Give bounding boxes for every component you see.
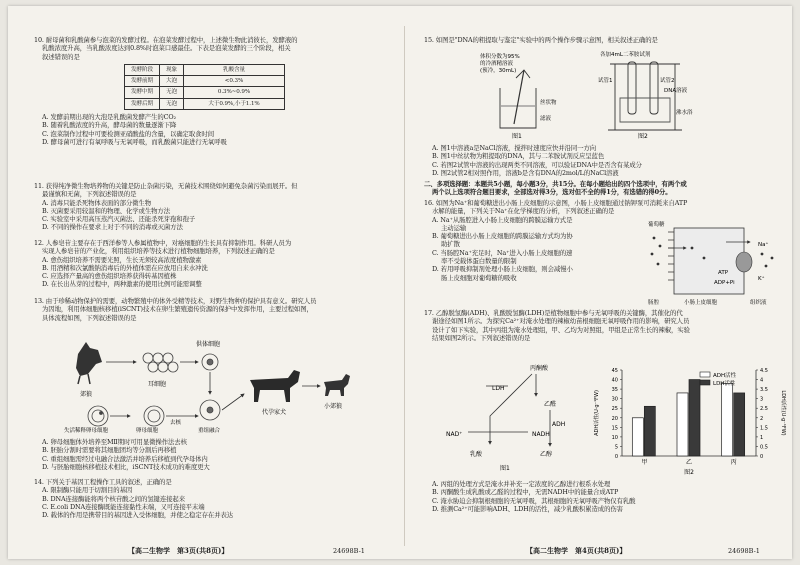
x-tick-label: 丙 <box>730 459 737 466</box>
label-fusion: 重组融合 <box>198 428 221 434</box>
fig1-caption: 图1 <box>512 133 522 140</box>
table-row <box>125 87 285 98</box>
label-ear-cells: 耳细胞 <box>148 381 167 388</box>
option-a: A. 消毒只能杀死物体表面的部分微生物 <box>42 198 152 207</box>
bar-adh <box>677 393 688 456</box>
option-c: C. 淹水胁迫会抑制根细胞的无氧呼吸，其根细胞的无氧呼吸产物仅有乳酸 <box>432 496 636 505</box>
option-c-cont: 率不受载体蛋白数量的限制 <box>441 257 517 266</box>
y-tick-label: 40 <box>611 377 618 384</box>
stem-line: 乳酸浓度升高，当乳酸浓度达到0.8%时泡菜口感最佳。下表是泡菜发酵的三个阶段，相关 <box>42 44 291 53</box>
iscnt-figure <box>58 324 358 434</box>
option-b: B. 灭菌要采用较温和的物理、化学或生物方法 <box>42 206 170 215</box>
node-ethanol: 乙醇 <box>540 451 553 458</box>
option-b: B. 丙酮酸生成乳酸或乙醛的过程中，无需NADH中的能量合成ATP <box>432 488 619 497</box>
table-cell: 0.3%~0.9% <box>183 87 284 98</box>
option-d: D. 推测Ca²⁺可能影响ADH、LDH的活性，减少乳酸积累造成的伤害 <box>432 504 623 513</box>
question-15 <box>424 36 658 44</box>
y2-tick-label: 4 <box>760 377 764 384</box>
fig2-label: DNA溶液 <box>664 88 688 94</box>
ear-cells-icon <box>143 353 178 372</box>
y-tick-label: 15 <box>611 425 618 432</box>
fermentation-table <box>124 64 285 110</box>
node-lactate: 乳酸 <box>470 451 483 458</box>
y2-tick-label: 1 <box>760 434 764 441</box>
table-cell: 大泡 <box>159 76 183 87</box>
y-tick-label: 25 <box>611 406 618 413</box>
label-surrogate: 代孕家犬 <box>262 409 287 416</box>
question-12 <box>34 239 291 289</box>
page-4 <box>410 6 792 559</box>
x-tick-label: 甲 <box>641 459 648 466</box>
stem-line: 14. 下列关于基因工程操作工具的叙述，正确的是 <box>34 478 172 486</box>
fig2-caption: 图2 <box>684 469 694 476</box>
option-a: A. 丙组的处理方式是淹水并补充一定浓度的乙醇进行根系水处理 <box>432 480 611 488</box>
option-d: D. 不同的操作在要求上对于不同的消毒或灭菌方法 <box>42 223 183 232</box>
section-line: 二、多项选择题：本题共5小题，每小题3分，共15分。在每小题给出的四个选项中，有两个或 <box>424 180 687 188</box>
stem-line: 谢途径如图1所示。为探究Ca²⁺对淹水处理的辣椒幼苗根细胞无氧呼吸作用的影响，研究人员 <box>432 317 690 326</box>
option-b: B. 图1中丝状物为粗提取的DNA，其与二苯胺试剂反应呈蓝色 <box>432 152 605 161</box>
fig1-label: (预冷，30mL) <box>480 68 517 74</box>
reconstructed-cell-icon <box>200 400 220 420</box>
y2-tick-label: 0.5 <box>760 444 768 451</box>
option-c: C. 若图2试管中溶液的出现两类不同溶液，可以验证DNA中是否含有某成分 <box>432 160 642 169</box>
section-line: 两个以上选项符合题目要求，全部选对得3分，选对但不全的得1分，有选错的得0分。 <box>432 188 672 197</box>
question-11 <box>34 182 297 232</box>
page-footer: 【高二生物学 第4页(共8页)】 <box>526 546 627 555</box>
question-13-options <box>34 438 210 471</box>
y2-tick-label: 4.5 <box>760 368 768 374</box>
label-pup: 小郊狼 <box>324 403 343 410</box>
enzyme-ldh: LDH <box>492 385 505 392</box>
y2-axis-label: LDH活性(U·g⁻¹FW) <box>780 390 786 436</box>
sodium-pump <box>736 252 752 272</box>
y-tick-label: 20 <box>611 415 618 422</box>
label-k: K⁺ <box>758 276 765 282</box>
label-glucose: 葡萄糖 <box>648 222 665 228</box>
beaker-icon <box>500 70 536 128</box>
page-divider <box>404 26 405 546</box>
stem-line: 具体流程如图，下列叙述错误的是 <box>42 313 137 322</box>
option-b: B. DNA连接酶能将两个核苷酸之间的氢键连接起来 <box>42 494 186 503</box>
label-donor-cell: 供体细胞 <box>196 341 221 348</box>
option-d: D. 酵母菌可进行有氧呼吸与无氧呼吸，而乳酸菌只能进行无氧呼吸 <box>42 137 227 146</box>
stem-line: 17. 乙醇脱氢酶(ADH)、乳酸脱氢酶(LDH)是植物细胞中参与无氧呼吸的关键酶，其催化的代 <box>424 309 683 317</box>
fig2-label: 试管2 <box>660 78 675 84</box>
option-a: A. 图1中溶液a是NaCl溶液，搅拌时速度应快并沿同一方向 <box>432 144 597 152</box>
coyote-icon <box>76 342 102 384</box>
fig2-label: 沸水浴 <box>676 110 693 116</box>
table-row <box>125 76 285 87</box>
option-d: D. 与胚胎细胞核移植技术相比，iSCNT技术成功的难度更大 <box>42 462 210 471</box>
fig1-caption: 图1 <box>500 465 510 472</box>
y-tick-label: 10 <box>611 434 618 441</box>
option-d: D. 在长出丛芽的过程中，两种激素的使用比例可能需调整 <box>42 280 202 289</box>
label-lumen: 肠腔 <box>648 300 660 306</box>
question-15-options <box>424 144 642 177</box>
stem-line: 结果如图2所示。下列叙述错误的是 <box>432 333 531 342</box>
enzyme-adh: ADH <box>552 421 566 428</box>
fig1-label: 丝状物 <box>540 100 557 106</box>
question-17 <box>424 309 690 342</box>
label-coyote: 郊狼 <box>80 391 93 398</box>
y-tick-label: 0 <box>614 454 618 460</box>
legend-label: ADH活性 <box>713 373 737 379</box>
stem-line: 10. 耐母菌和乳酸菌参与泡菜的发酵过程。在泡菜发酵过程中，上述微生物此消彼长，发酵液的 <box>34 36 298 44</box>
intestinal-cell-diagram <box>646 218 786 310</box>
table-cell: <0.3% <box>183 76 284 87</box>
label-oocyte: 卵母细胞 <box>136 428 159 434</box>
option-b: B. 葡萄糖进出小肠上皮细胞的跨膜运输方式均为协 <box>432 232 573 241</box>
surrogate-dog-icon <box>250 370 300 402</box>
bar-adh <box>632 418 643 456</box>
table-cell: 发酵前期 <box>125 76 160 87</box>
exam-sheet <box>8 6 792 559</box>
paper-code: 24698B-1 <box>333 547 365 555</box>
metabolic-pathway-figure <box>440 356 580 472</box>
microvilli <box>668 232 674 280</box>
option-d: D. 若用呼吸抑制剂处理小肠上皮细胞，则会减慢小 <box>432 265 573 274</box>
fig2-label: 试管1 <box>598 78 613 84</box>
table-header: 发酵阶段 <box>125 64 160 75</box>
node-acetaldehyde: 乙醛 <box>544 401 557 408</box>
option-c: C. 重组细胞需经过电融合法激活并培养后移植到代孕母体内 <box>42 454 208 463</box>
option-b: B. 用酒精和次氯酸钠消毒后的外植体需在应放用自来水冲洗 <box>42 263 208 272</box>
dna-extraction-figure <box>480 48 700 140</box>
question-17-options <box>424 480 635 513</box>
table-row <box>125 98 285 109</box>
option-a: A. 愈伤组织培养不需要光照，生长无须较高浓度植物激素 <box>42 255 202 264</box>
stem-line: 13. 由于珍稀动物保护的需要，动物繁殖中的体外受精等技术，对野生物种的保护具有意义。研究人员 <box>34 297 317 305</box>
bar-ldh <box>689 380 700 456</box>
option-d: D. 载体的作用是携带目的基因进入受体细胞，并使之稳定存在并表达 <box>42 511 234 520</box>
option-a: A. Na⁺从肠腔进入小肠上皮细胞的跨膜运输方式是 <box>432 215 573 224</box>
label-enucleate: 去核 <box>170 420 182 426</box>
stem-line: 最谨慎和无菌，下列叙述错误的是 <box>42 190 137 199</box>
label-na: Na⁺ <box>758 242 769 248</box>
y-tick-label: 45 <box>611 368 618 374</box>
stem-line: 11. 获得纯净微生物培养物的关键是防止杂菌污染，无菌技术围绕如何避免杂菌污染而展开。但 <box>34 182 298 190</box>
option-a-cont: 主动运输 <box>441 223 467 232</box>
question-13 <box>34 297 316 322</box>
option-c: C. 泡菜制作过程中可要检测亚硝酸盐的含量，以确定取食时间 <box>42 129 214 138</box>
node-pyruvate: 丙酮酸 <box>530 365 549 372</box>
y2-tick-label: 3 <box>760 396 764 403</box>
stem-line: 12. 人参皂苷主要存在于西洋参等人参属植物中，对癌细胞的生长具有抑制作用。科研人员为 <box>34 239 292 247</box>
y2-tick-label: 2.5 <box>760 406 768 413</box>
legend-swatch <box>700 372 710 377</box>
fig1-label: 滤液 <box>540 116 552 122</box>
question-10 <box>34 36 297 146</box>
x-tick-label: 乙 <box>685 459 693 466</box>
option-a: A. 发酵前期出现的大泡是乳酸菌发酵产生的CO₂ <box>42 113 176 122</box>
stem-line: 15. 如图是"DNA的粗提取与鉴定"实验中的两个操作步骤示意图，相关叙述正确的是 <box>424 36 658 44</box>
page-footer: 【高二生物学 第3页(共8页)】 <box>128 546 229 555</box>
label-atp: ATP <box>718 270 729 276</box>
question-14 <box>34 478 233 519</box>
stem-line: 为因地，利用体细胞核移植(iSCNT)技术在卵生繁殖遗传资源的保护中发挥作用，主要过程如图， <box>42 305 313 314</box>
table-cell: 大于0.9%,小于1.1% <box>183 98 284 109</box>
bar-adh <box>722 383 733 456</box>
legend-label: LDH活性 <box>713 381 736 387</box>
stem-line: 设计了如下实验，其中丙组为淹水处理组，甲、乙均为对照组，甲组是正常生长的辣椒，实验 <box>432 325 690 334</box>
option-c: C. 实验室中采用高压蒸汽灭菌法、还能杀死芽孢和孢子 <box>42 215 196 224</box>
test-tube-rack-icon <box>608 62 682 130</box>
enucleated-oocyte-icon <box>144 406 164 426</box>
y-tick-label: 35 <box>611 387 618 394</box>
legend-swatch <box>700 380 710 385</box>
label-adp: ADP+Pi <box>714 280 735 286</box>
y-tick-label: 5 <box>614 444 618 451</box>
option-d: D. 图2试管2相对照作用，溶液b是含有DNA的2mol/L的NaCl溶液 <box>432 168 619 177</box>
page-3 <box>8 6 400 559</box>
y-tick-label: 30 <box>611 396 618 403</box>
pup-icon <box>324 374 350 396</box>
donor-cell-icon <box>202 354 218 370</box>
label-inactivated-oocyte: 失活稀释卵母细胞 <box>64 428 109 434</box>
y2-tick-label: 3.5 <box>760 387 768 394</box>
section-2-heading <box>424 180 687 197</box>
option-b-cont: 助扩散 <box>441 240 460 249</box>
option-a: A. 限制酶只能用于切割目的基因 <box>42 486 133 495</box>
label-fluid: 组织液 <box>750 300 767 306</box>
fig1-label: 的冷酒精溶液 <box>480 61 514 67</box>
y2-tick-label: 1.5 <box>760 425 768 432</box>
bar-ldh <box>734 393 745 456</box>
option-b: B. 胚胎分割时需要将其细胞团均等分割后再移植 <box>42 446 177 455</box>
table-cell: 无泡 <box>159 87 183 98</box>
table-cell: 发酵后期 <box>125 98 160 109</box>
bar-ldh <box>644 406 655 456</box>
paper-code: 24698B-1 <box>728 547 760 555</box>
stem-line: 水解的能量，下列关于Na⁺在化学梯度的分析，下列叙述正确的是 <box>432 207 615 216</box>
option-d-cont: 肠上皮细胞对葡萄糖的吸收 <box>441 273 517 282</box>
option-c: C. 应选择产量高的愈伤组织培养获得转基因植株 <box>42 272 177 281</box>
table-cell: 发酵中期 <box>125 87 160 98</box>
table-header: 现象 <box>159 64 183 75</box>
option-a: A. 卵母细胞体外培养至MⅡ期时可用显微操作法去核 <box>42 438 187 446</box>
fig2-caption: 图2 <box>638 133 648 140</box>
stem-line: 实现人参皂苷的产业化，利用组织培养等技术进行植物细胞培养，下列叙述正确的是 <box>42 247 275 256</box>
y-axis-label: ADH活性(U·g⁻¹FW) <box>594 390 600 436</box>
table-cell: 无泡 <box>159 98 183 109</box>
node-nadh: NADH <box>532 431 550 438</box>
fig1-label: 体积分数为95% <box>480 54 520 60</box>
stem-line: 叙述错误的是 <box>42 52 80 61</box>
y2-tick-label: 2 <box>760 415 764 422</box>
stem-line: 16. 如图为Na⁺和葡萄糖进出小肠上皮细胞的示意图，小肠上皮细胞通过钠钾泵可消耗来自ATP <box>424 199 688 207</box>
oocyte-icon <box>88 406 108 426</box>
option-b: B. 随着乳酸浓度的升高，酵母菌的数量逐渐下降 <box>42 121 177 130</box>
fig2-label: 各加4mL二苯胺试剂 <box>600 52 651 58</box>
enzyme-activity-chart <box>588 356 788 476</box>
option-c: C. 当肠腔Na⁺充足时，Na⁺进入小肠上皮细胞的速 <box>432 248 573 257</box>
node-nad: NAD⁺ <box>446 431 463 438</box>
y2-tick-label: 0 <box>760 454 764 460</box>
label-cell: 小肠上皮细胞 <box>684 300 718 306</box>
table-header: 乳酸含量 <box>183 64 284 75</box>
option-c: C. E.coli DNA连接酶既能连接黏性末端，又可连接平末端 <box>42 502 205 511</box>
